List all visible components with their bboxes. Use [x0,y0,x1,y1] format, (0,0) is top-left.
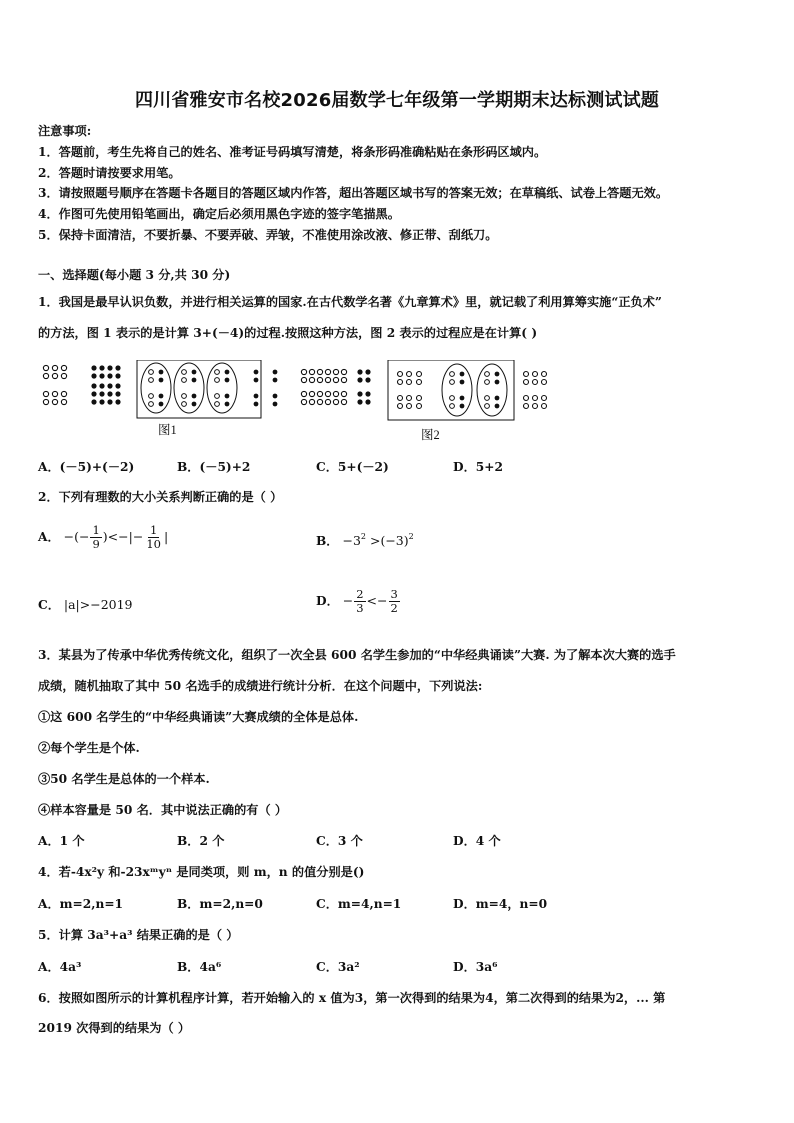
q5-option-c: C．3a² [316,960,360,974]
q3-line-2: 成绩，随机抽取了其中 50 名选手的成绩进行统计分析．在这个问题中，下列说法: [38,679,483,693]
q6-line-1: 6．按照如图所示的计算机程序计算，若开始输入的 x 值为3，第一次得到的结果为4，第二次得到的结果为2，... 第 [38,991,666,1005]
q1-option-d: D．5+2 [453,460,503,474]
q4-stem: 4．若-4x²y 和-23xᵐyⁿ 是同类项，则 m，n 的值分别是() [38,865,365,879]
notice-item-3: 3．请按照题号顺序在答题卡各题目的答题区域内作答，超出答题区域书写的答案无效；在草稿纸、试卷上答题无效。 [38,186,669,200]
page-title: 四川省雅安市名校2026届数学七年级第一学期期末达标测试试题 [134,90,660,111]
q3-line-1: 3．某县为了传承中华优秀传统文化，组织了一次全县 600 名学生参加的“中华经典诵读”大赛. 为了解本次大赛的选手 [38,648,676,662]
q2-stem: 2．下列有理数的大小关系判断正确的是（ ） [38,490,283,504]
q4-option-a: A．m=2,n=1 [38,897,124,911]
q2-option-a: A． −(− $\frac{1}{9}$ )<−|− $\frac{1}{10}$ | [38,523,169,551]
q3-option-d: D．4 个 [453,834,501,848]
q3-statement-4: ④样本容量是 50 名．其中说法正确的有（ ） [38,803,288,817]
q1-option-b: B．(－5)+2 [177,460,251,474]
q4-option-d: D．m=4，n=0 [453,897,548,911]
q3-statement-3: ③50 名学生是总体的一个样本. [38,772,210,786]
q1-line-2: 的方法，图 1 表示的是计算 3+(－4)的过程.按照这种方法，图 2 表示的过程应是在计算( ) [38,326,538,340]
q5-option-d: D．3a⁶ [453,960,498,974]
q5-stem: 5．计算 3a³+a³ 结果正确的是（ ） [38,928,239,942]
q2-option-c: C． |a|>−2019 [38,597,133,612]
section-heading: 一、选择题(每小题 3 分,共 30 分) [38,268,231,282]
q6-line-2: 2019 次得到的结果为（ ） [38,1021,191,1035]
q2-option-b: B． $-3^2 >(-3)^2$ [316,532,414,548]
q3-option-b: B．2 个 [177,834,225,848]
q3-option-a: A．1 个 [38,834,85,848]
q1-line-1: 1．我国是最早认识负数，并进行相关运算的国家.在古代数学名著《九章算术》里，就记载了利用算筹实施“正负术” [38,295,662,309]
notice-item-5: 5．保持卡面清洁，不要折暴、不要弄破、弄皱，不准使用涂改液、修正带、刮纸刀。 [38,228,498,242]
q3-statement-1: ①这 600 名学生的“中华经典诵读”大赛成绩的全体是总体. [38,710,359,724]
notice-item-2: 2．答题时请按要求用笔。 [38,166,181,180]
q1-option-a: A．(－5)+(－2) [38,460,135,474]
q4-option-c: C．m=4,n=1 [316,897,402,911]
notice-item-1: 1．答题前，考生先将自己的姓名、准考证号码填写清楚，将条形码准确粘贴在条形码区域内。 [38,145,547,159]
q3-option-c: C．3 个 [316,834,363,848]
figure-2-caption: 图2 [421,428,440,442]
q3-statement-2: ②每个学生是个体. [38,741,140,755]
q5-option-a: A．4a³ [38,960,82,974]
figure-1-caption: 图1 [158,423,177,437]
figure-2-counting-rods [298,360,558,422]
q1-option-c: C．5+(－2) [316,460,389,474]
figure-1-counting-rods [40,360,290,420]
notice-item-4: 4．作图可先使用铅笔画出，确定后必须用黑色字迹的签字笔描黑。 [38,207,400,221]
notice-heading: 注意事项: [38,124,92,138]
q4-option-b: B．m=2,n=0 [177,897,263,911]
q5-option-b: B．4a⁶ [177,960,222,974]
q2-option-d: D． − $\frac{2}{3}$ <− $\frac{3}{2}$ [316,587,398,615]
